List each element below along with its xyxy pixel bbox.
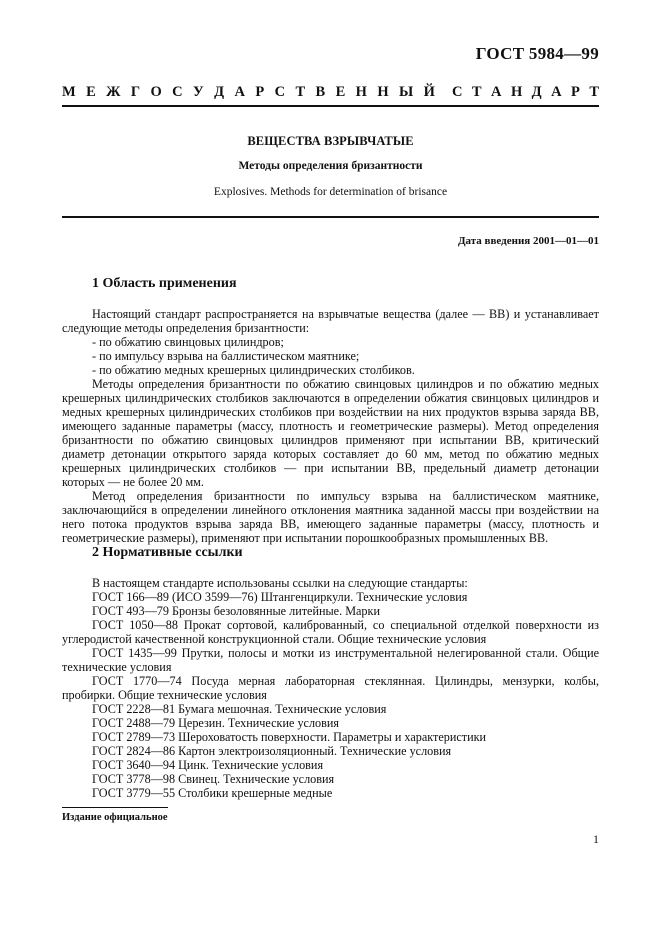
- reference-item: ГОСТ 493—79 Бронзы безоловянные литейные. Марки: [92, 604, 380, 618]
- letter: Д: [531, 84, 542, 100]
- english-title: Explosives. Methods for determination of brisance: [213, 186, 448, 198]
- reference-item: ГОСТ 3779—55 Столбики крешерные медные: [92, 786, 333, 800]
- letter: Е: [335, 84, 346, 100]
- letter: М: [62, 84, 76, 100]
- letter: В: [315, 84, 326, 100]
- letter: А: [551, 84, 562, 100]
- letter: У: [193, 84, 204, 100]
- section-1-heading: 1 Область применения: [92, 276, 237, 291]
- list-item: - по импульсу взрыва на баллистическом маятнике;: [92, 349, 360, 363]
- letter: Ж: [106, 84, 121, 100]
- letter: Г: [130, 84, 141, 100]
- paragraph: Настоящий стандарт распространяется на взрывчатые вещества (далее — ВВ) и устанавливает следующие методы определения бризантности:: [62, 307, 599, 335]
- paragraph: В настоящем стандарте использованы ссылки на следующие стандарты:: [92, 576, 468, 590]
- reference-item: ГОСТ 3778—98 Свинец. Технические условия: [92, 772, 335, 786]
- letter: Т: [589, 84, 599, 100]
- section-2-references: [62, 576, 599, 800]
- interstate-standard-banner: [62, 84, 599, 101]
- letter: Е: [86, 84, 96, 100]
- document-subtitle: Методы определения бризантности: [238, 160, 423, 172]
- top-divider: [62, 105, 599, 107]
- reference-item: ГОСТ 2789—73 Шероховатость поверхности. Параметры и характеристики: [92, 730, 487, 744]
- section-2-heading: 2 Нормативные ссылки: [92, 545, 243, 560]
- letter: Й: [423, 84, 435, 100]
- reference-item: ГОСТ 3640—94 Цинк. Технические условия: [92, 758, 324, 772]
- footer-divider: [62, 807, 168, 808]
- section-1-body: [62, 307, 599, 545]
- introduction-date: Дата введения 2001—01—01: [457, 235, 599, 247]
- letter: О: [150, 84, 162, 100]
- paragraph: Методы определения бризантности по обжатию свинцовых цилиндров и по обжатию медных крешерных цилиндрических столбиков заключаются в определении обжатия свинцовых цилиндров и медных крешерных цилиндрических столбиков при воздействии на них продуктов взрыва заряда ВВ, имеющего заданные параметры (массу, плотность и геометрические размеры). Метод определения бризантности по обжатию свинцовых цилиндров применяют при испытании ВВ, критический диаметр детонации открытого заряда которых составляет до 60 мм, метод по обжатию медных крешерных цилиндрических столбиков — при испытании ВВ, предельный диаметр детонации которых — не более 20 мм.: [62, 377, 599, 489]
- official-edition-label: Издание официальное: [62, 812, 168, 823]
- reference-item: ГОСТ 1050—88 Прокат сортовой, калиброванный, со специальной отделкой поверхности из углеродистой качественной конструкционной стали. Общие технические условия: [62, 618, 599, 646]
- letter: С: [452, 84, 463, 100]
- letter: А: [491, 84, 502, 100]
- title-divider: [62, 216, 599, 218]
- letter: С: [274, 84, 286, 100]
- letter: Т: [295, 84, 306, 100]
- gost-code: ГОСТ 5984—99: [475, 44, 599, 63]
- letter: Д: [214, 84, 225, 100]
- list-item: - по обжатию свинцовых цилиндров;: [92, 335, 284, 349]
- letter: Н: [510, 84, 523, 100]
- paragraph: Метод определения бризантности по импульсу взрыва на баллистическом маятнике, заключающийся в определении линейного отклонения маятника заданной массы при воздействии на него потока продуктов взрыва заряда ВВ, имеющего заданные параметры (массу, плотность и геометрические размеры), применяют при испытании порошкообразных промышленных ВВ.: [62, 489, 599, 545]
- reference-item: ГОСТ 2488—79 Церезин. Технические условия: [92, 716, 340, 730]
- letter: Н: [377, 84, 389, 100]
- letter: Р: [255, 84, 265, 100]
- letter: Р: [571, 84, 580, 100]
- reference-item: ГОСТ 1770—74 Посуда мерная лабораторная стеклянная. Цилиндры, мензурки, колбы, пробирки. Общие технические условия: [62, 674, 599, 702]
- reference-item: ГОСТ 166—89 (ИСО 3599—76) Штангенциркули. Технические условия: [92, 590, 468, 604]
- page-number: 1: [593, 832, 599, 846]
- letter: А: [234, 84, 245, 100]
- letter: Ы: [399, 84, 414, 100]
- document-title: ВЕЩЕСТВА ВЗРЫВЧАТЫЕ: [247, 134, 414, 148]
- letter: Н: [355, 84, 367, 100]
- interstate-word: [62, 84, 435, 101]
- reference-item: ГОСТ 2228—81 Бумага мешочная. Технические условия: [92, 702, 387, 716]
- letter: С: [172, 84, 183, 100]
- reference-item: ГОСТ 1435—99 Прутки, полосы и мотки из инструментальной нелегированной стали. Общие технические условия: [62, 646, 599, 674]
- letter: Т: [471, 84, 482, 100]
- standard-word: [452, 84, 599, 101]
- list-item: - по обжатию медных крешерных цилиндрических столбиков.: [92, 363, 415, 377]
- reference-item: ГОСТ 2824—86 Картон электроизоляционный. Технические условия: [92, 744, 452, 758]
